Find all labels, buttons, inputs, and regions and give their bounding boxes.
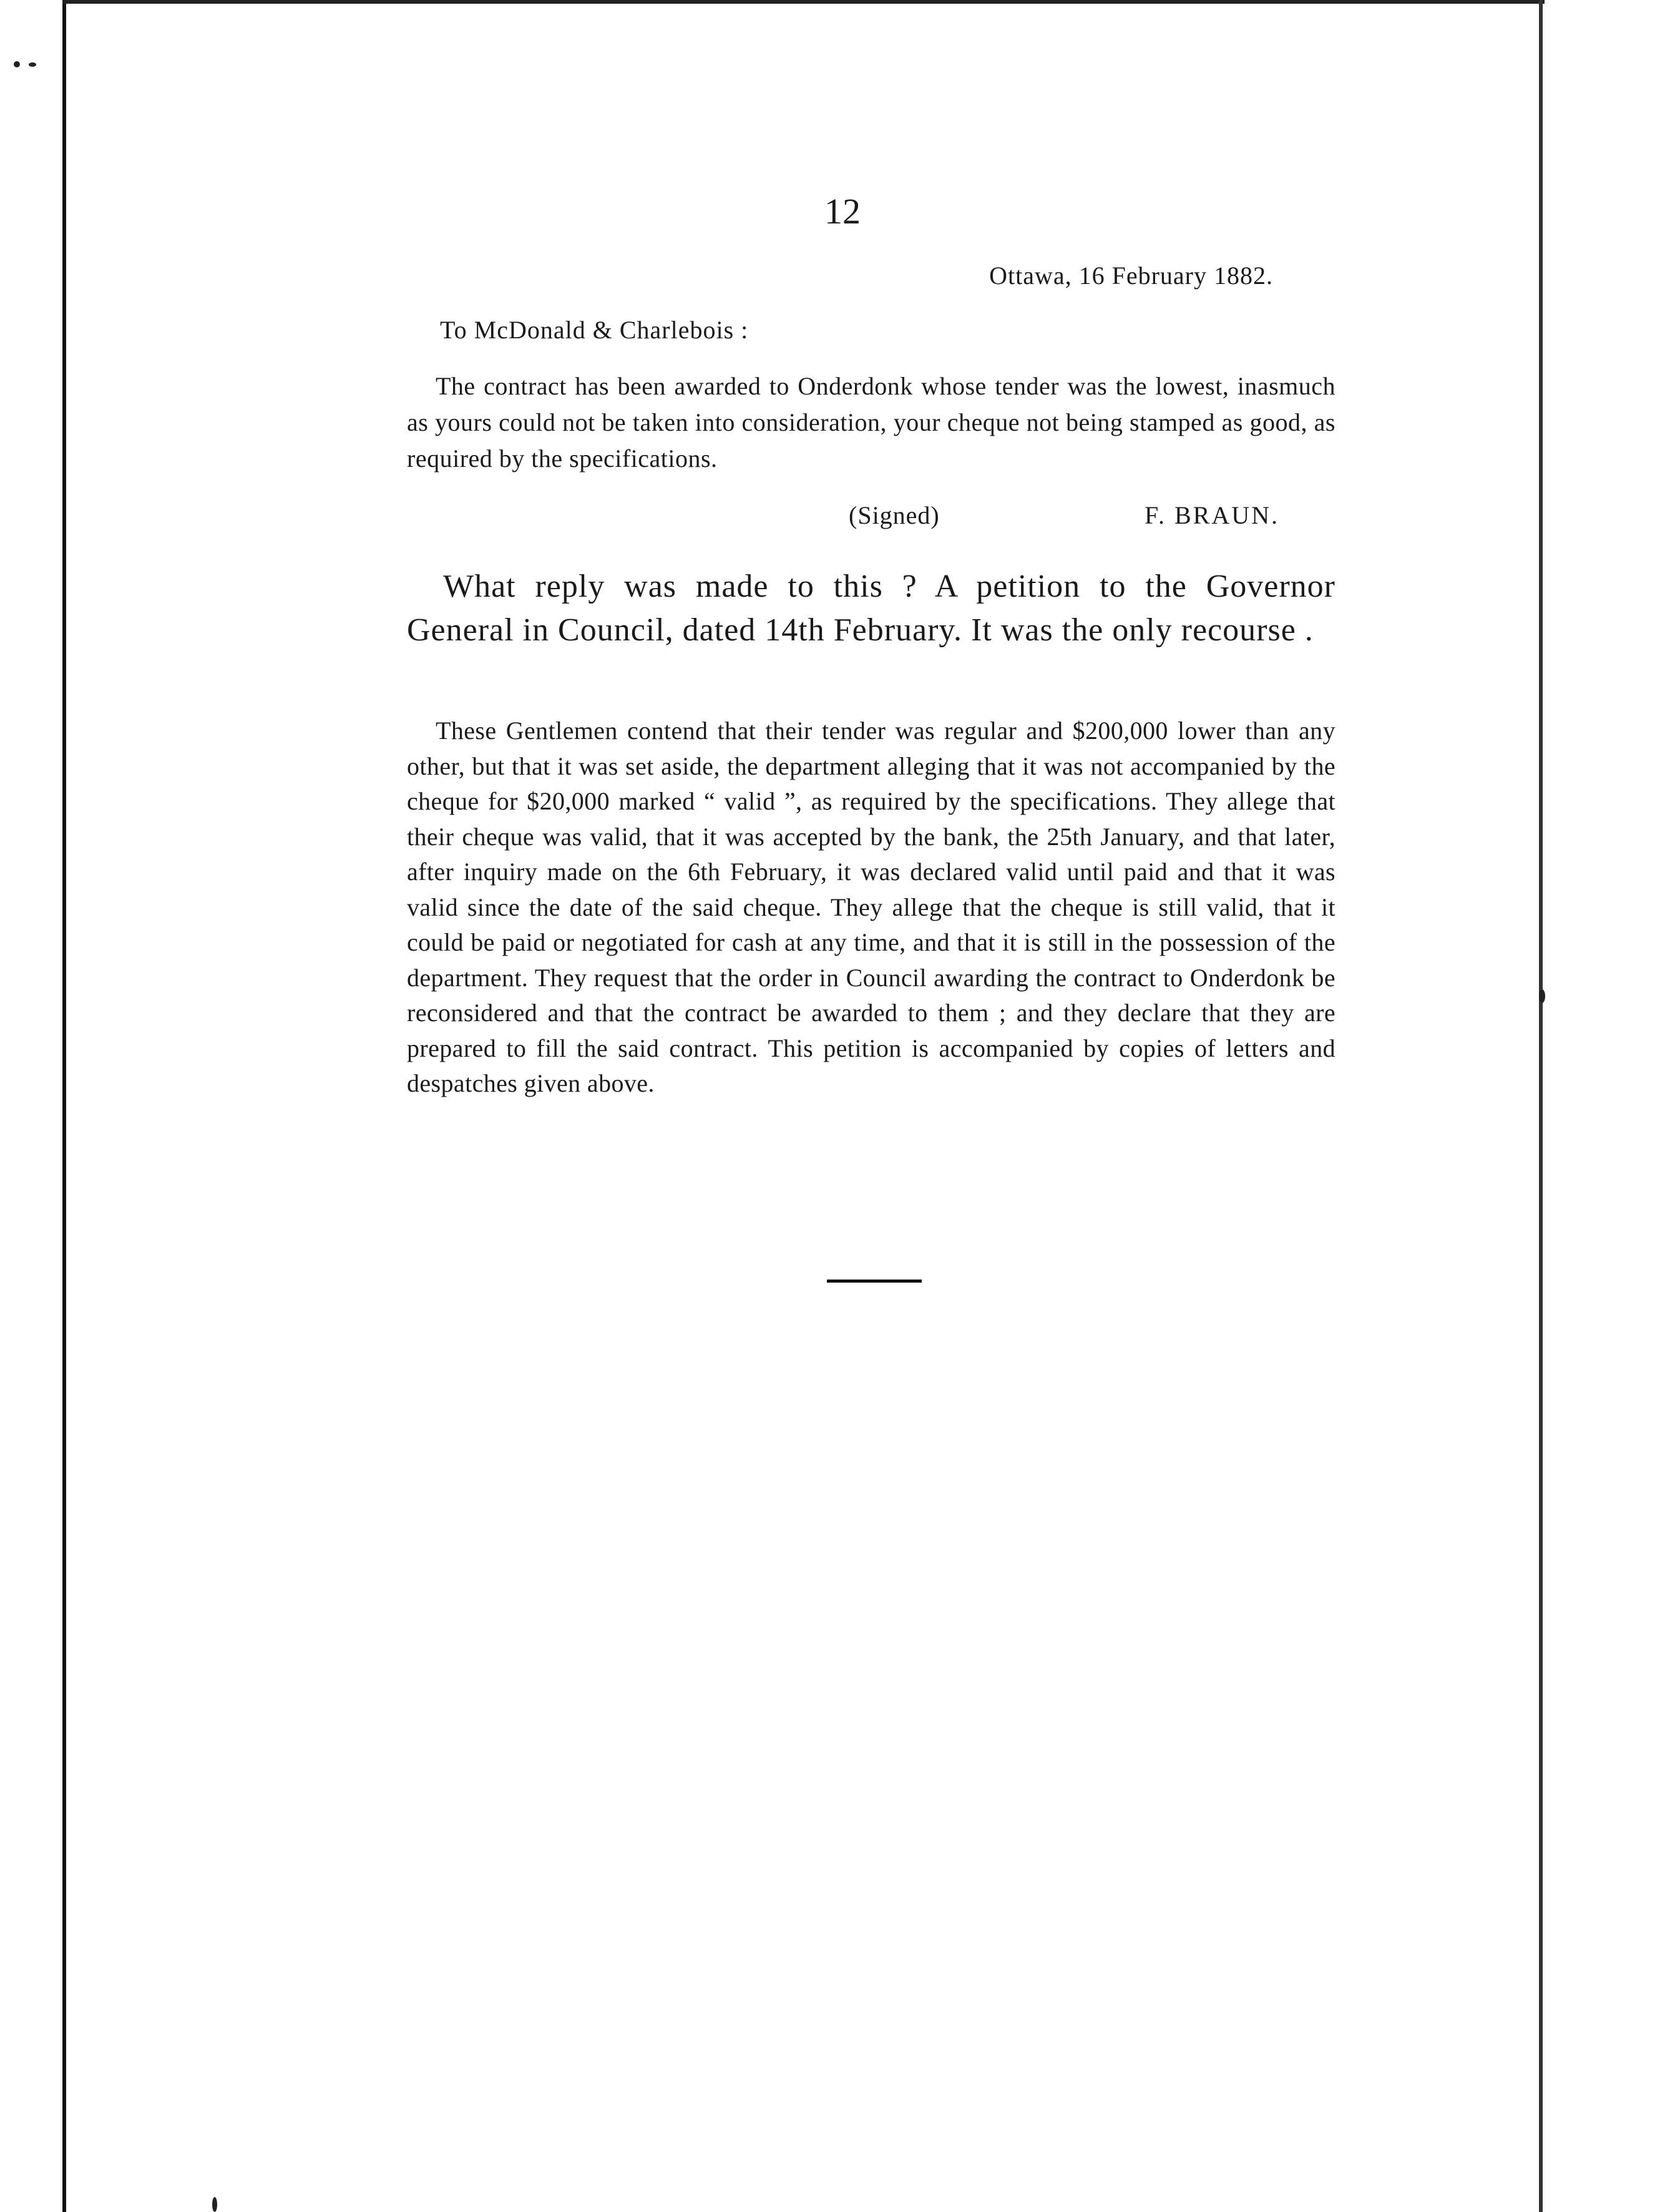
page-right-edge <box>1539 0 1543 2212</box>
section-divider <box>827 1280 922 1283</box>
narrative-paragraph: These Gentlemen contend that their tender was regular and $200,000 lower than any other, but that it was set aside, the department alleging that it was not accompanied by the cheque for $20,000 marked “ valid ”, as required by the specifications. They allege that their cheque was valid, that it was accepted by the bank, the 25th January, and that later, after inquiry made on the 6th February, it was declared valid until paid and that it was valid since the date of the said cheque. They allege that the cheque is still valid, that it could be paid or negotiated for cash at any time, and that it is still in the possession of the department. They request that the order in Council awarding the contract to Onderdonk be reconsidered and that the contract be awarded to them ; and they declare that they are prepared to fill the said contract. This petition is accompanied by copies of letters and despatches given above. <box>407 717 1335 1097</box>
page-top-edge <box>62 0 1545 4</box>
scan-speck <box>212 2197 217 2212</box>
signer-name: F. BRAUN. <box>1144 501 1279 529</box>
letter-dateline: Ottawa, 16 February 1882. <box>989 262 1273 290</box>
page-left-edge <box>62 0 66 2212</box>
letter-body: The contract has been awarded to Onderdonk whose tender was the lowest, inasmuch as yours could not be taken into consideration, your cheque not being stamped as good, as required by the specifications. <box>407 372 1335 472</box>
letter-salutation: To McDonald & Charlebois : <box>440 316 749 344</box>
question-paragraph: What reply was made to this ? A petition to the Governor General in Council, dated 14th February. It was the only recourse . <box>407 569 1335 648</box>
page-number: 12 <box>824 191 861 232</box>
scan-speck <box>1539 989 1545 1003</box>
scan-speck <box>14 61 20 67</box>
signed-label: (Signed) <box>849 501 940 529</box>
scan-speck <box>29 62 36 67</box>
